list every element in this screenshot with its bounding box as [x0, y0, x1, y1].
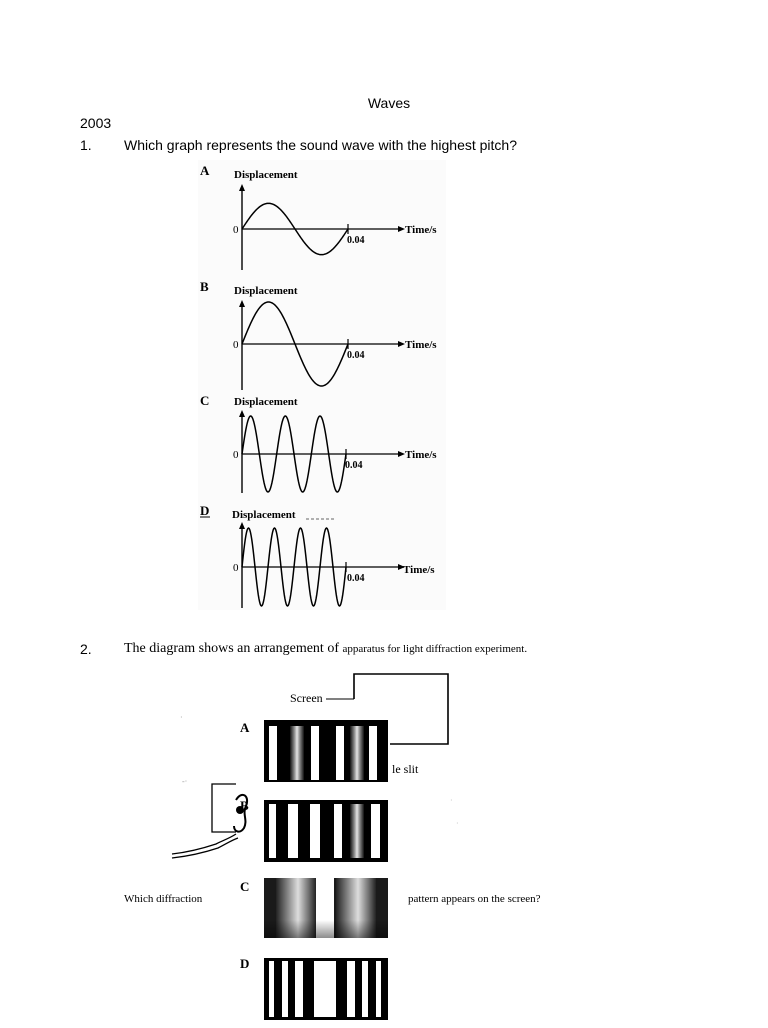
graph-d-xlabel: Time/s	[403, 564, 435, 576]
graph-a-letter: A	[200, 163, 210, 178]
graph-a-ylabel: Displacement	[234, 169, 298, 181]
graph-a-tick: 0.04	[347, 235, 365, 246]
option-a-letter: A	[240, 720, 250, 735]
graph-d-letter: D	[200, 503, 210, 518]
option-d-letter: D	[240, 956, 250, 971]
graph-b-origin: 0	[233, 339, 239, 351]
pattern-a	[264, 720, 388, 782]
graph-b-letter: B	[200, 279, 209, 294]
year-label: 2003	[80, 115, 112, 131]
pattern-d	[264, 958, 388, 1020]
prompt-right: pattern appears on the screen?	[408, 893, 541, 905]
graph-d-ylabel: Displacement	[232, 509, 296, 521]
question-2-number: 2.	[80, 641, 92, 657]
graph-b	[198, 276, 446, 391]
option-c-letter: C	[240, 879, 250, 894]
graph-a-xlabel: Time/s	[405, 224, 437, 236]
option-b-letter: B	[240, 798, 249, 813]
pattern-b	[264, 800, 388, 862]
svg-text:-·: -·	[182, 777, 188, 786]
question-2-text-b: apparatus for light diffraction experiment.	[342, 643, 528, 655]
screen-label: Screen	[290, 691, 323, 705]
graph-a-origin: 0	[233, 224, 239, 236]
graph-b-xlabel: Time/s	[405, 339, 437, 351]
graph-a	[198, 160, 446, 275]
question-2-text	[124, 641, 527, 657]
svg-text:·: ·	[450, 796, 453, 805]
svg-text:·: ·	[180, 713, 183, 722]
question-1-text: Which graph represents the sound wave with the highest pitch?	[124, 137, 518, 153]
prompt-left: Which diffraction	[124, 893, 203, 905]
page-title: Waves	[367, 95, 411, 111]
question-2-text-a: The diagram shows an arrangement of	[124, 641, 339, 656]
pattern-c	[264, 878, 388, 938]
graph-c	[198, 390, 446, 495]
graph-d-tick: 0.04	[347, 573, 365, 584]
graph-c-xlabel: Time/s	[405, 449, 437, 461]
graph-c-ylabel: Displacement	[234, 396, 298, 408]
graph-c-origin: 0	[233, 449, 239, 461]
svg-text:·: ·	[456, 819, 459, 828]
diffraction-patterns	[238, 718, 393, 1023]
slit-label: le slit	[392, 762, 419, 776]
graph-c-letter: C	[200, 393, 210, 408]
graph-d	[198, 502, 446, 610]
graph-d-origin: 0	[233, 562, 239, 574]
graph-c-tick: 0.04	[345, 460, 363, 471]
graph-b-tick: 0.04	[347, 350, 365, 361]
diffraction-options	[238, 718, 393, 1023]
wave-graphs-panel	[198, 160, 446, 610]
question-1-number: 1.	[80, 137, 92, 153]
graph-b-ylabel: Displacement	[234, 285, 298, 297]
